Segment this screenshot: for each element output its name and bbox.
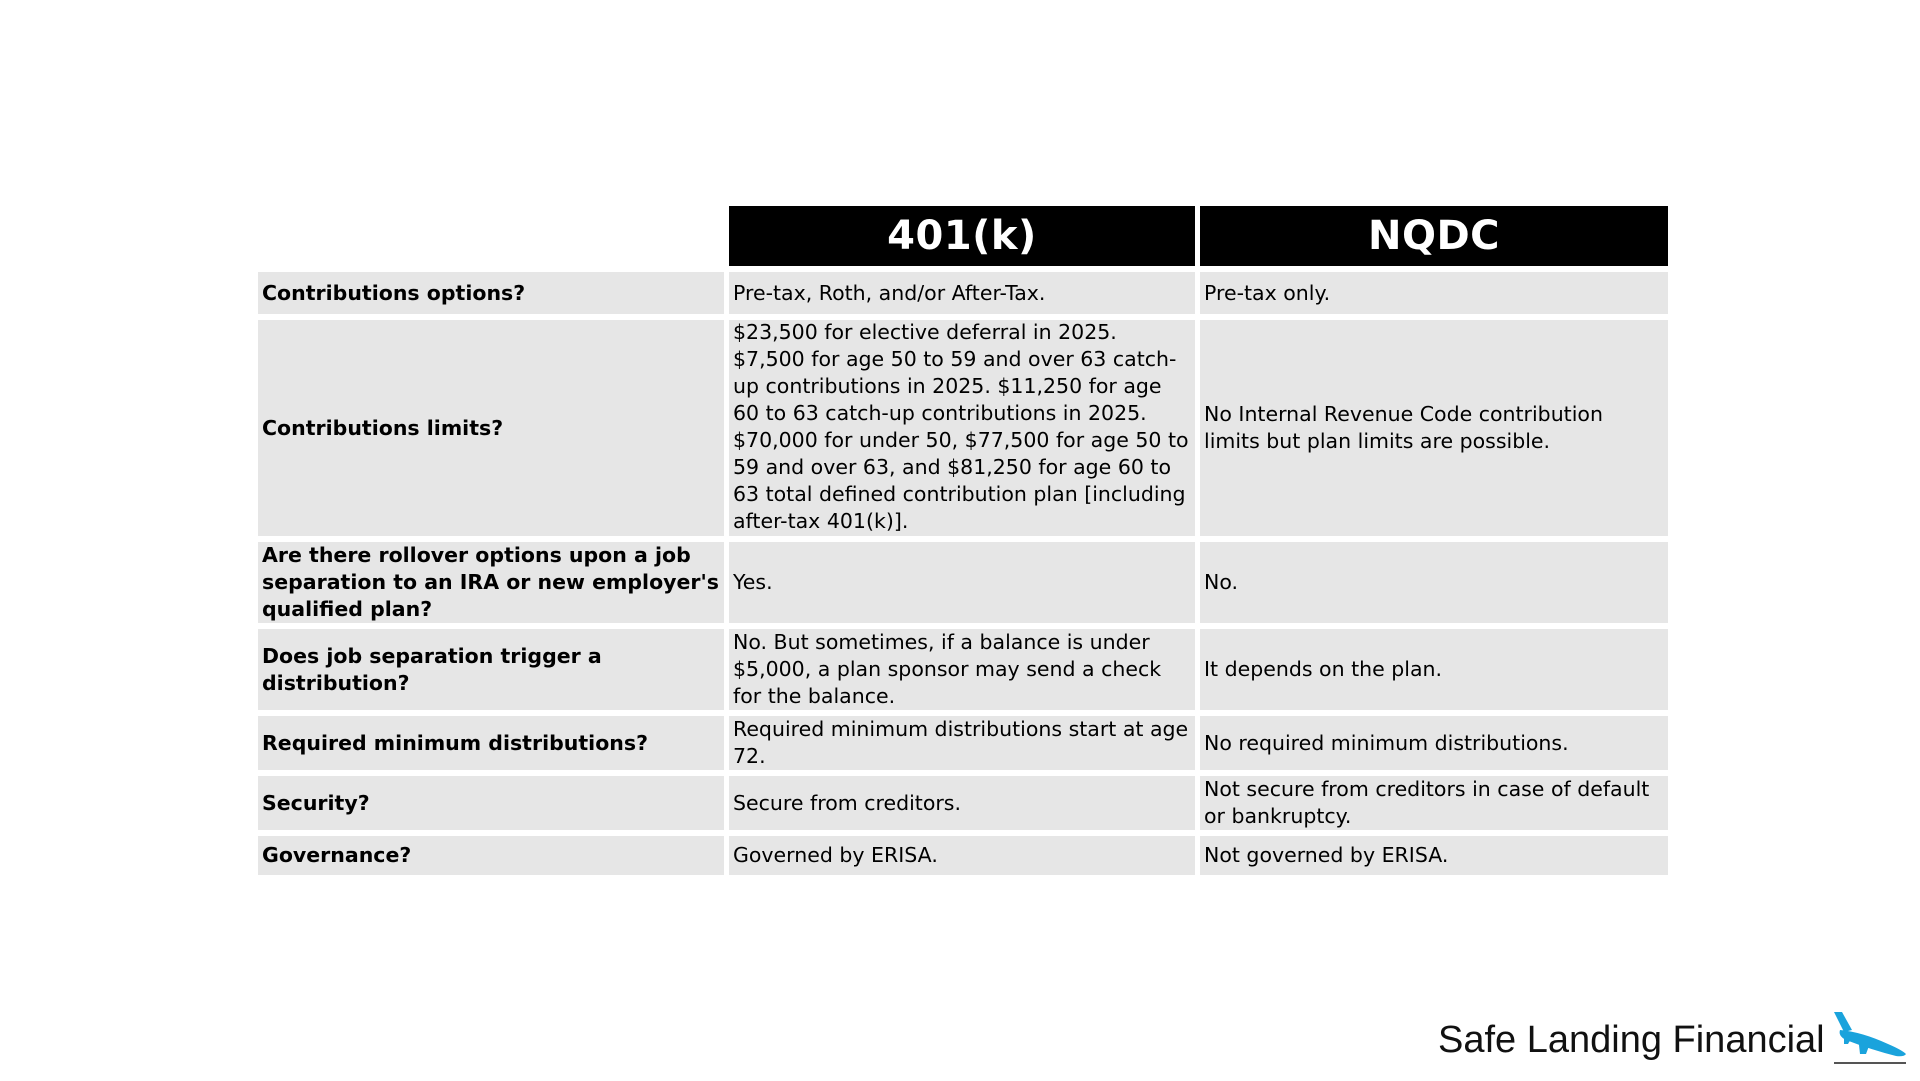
cell-nqdc-job-separation-distribution: It depends on the plan. [1200, 629, 1668, 710]
column-header-nqdc: NQDC [1200, 206, 1668, 266]
cell-nqdc-rollover-options: No. [1200, 542, 1668, 623]
column-header-401k: 401(k) [729, 206, 1195, 266]
comparison-table [258, 206, 1668, 875]
cell-401k-rollover-options: Yes. [729, 542, 1195, 623]
airplane-shape [1834, 1012, 1906, 1056]
row-label-security: Security? [258, 776, 724, 830]
cell-401k-contribution-options: Pre-tax, Roth, and/or After-Tax. [729, 272, 1195, 314]
row-label-rollover-options: Are there rollover options upon a job separation to an IRA or new employer's qualified plan? [258, 542, 724, 623]
row-label-contribution-options: Contributions options? [258, 272, 724, 314]
header-blank-cell [258, 206, 724, 266]
cell-401k-governance: Governed by ERISA. [729, 836, 1195, 875]
row-label-contribution-limits: Contributions limits? [258, 320, 724, 536]
row-label-job-separation-distribution: Does job separation trigger a distribution? [258, 629, 724, 710]
cell-nqdc-governance: Not governed by ERISA. [1200, 836, 1668, 875]
cell-401k-required-minimum-distributions: Required minimum distributions start at age 72. [729, 716, 1195, 770]
brand-name: Safe Landing Financial [1438, 1019, 1825, 1061]
cell-401k-contribution-limits: $23,500 for elective deferral in 2025. $7,500 for age 50 to 59 and over 63 catch-up contributions in 2025. $11,250 for age 60 to 63 catch-up contributions in 2025. $70,000 for under 50, $77,500 for age 50 to 59 and over 63, and $81,250 for age 60 to 63 total defined contribution plan [including after-tax 401(k)]. [729, 320, 1195, 536]
runway-line [1834, 1062, 1906, 1064]
cell-nqdc-required-minimum-distributions: No required minimum distributions. [1200, 716, 1668, 770]
cell-nqdc-contribution-limits: No Internal Revenue Code contribution limits but plan limits are possible. [1200, 320, 1668, 536]
cell-nqdc-security: Not secure from creditors in case of default or bankruptcy. [1200, 776, 1668, 830]
cell-nqdc-contribution-options: Pre-tax only. [1200, 272, 1668, 314]
cell-401k-job-separation-distribution: No. But sometimes, if a balance is under $5,000, a plan sponsor may send a check for the balance. [729, 629, 1195, 710]
row-label-governance: Governance? [258, 836, 724, 875]
row-label-required-minimum-distributions: Required minimum distributions? [258, 716, 724, 770]
cell-401k-security: Secure from creditors. [729, 776, 1195, 830]
airplane-landing-icon [1832, 1010, 1910, 1066]
